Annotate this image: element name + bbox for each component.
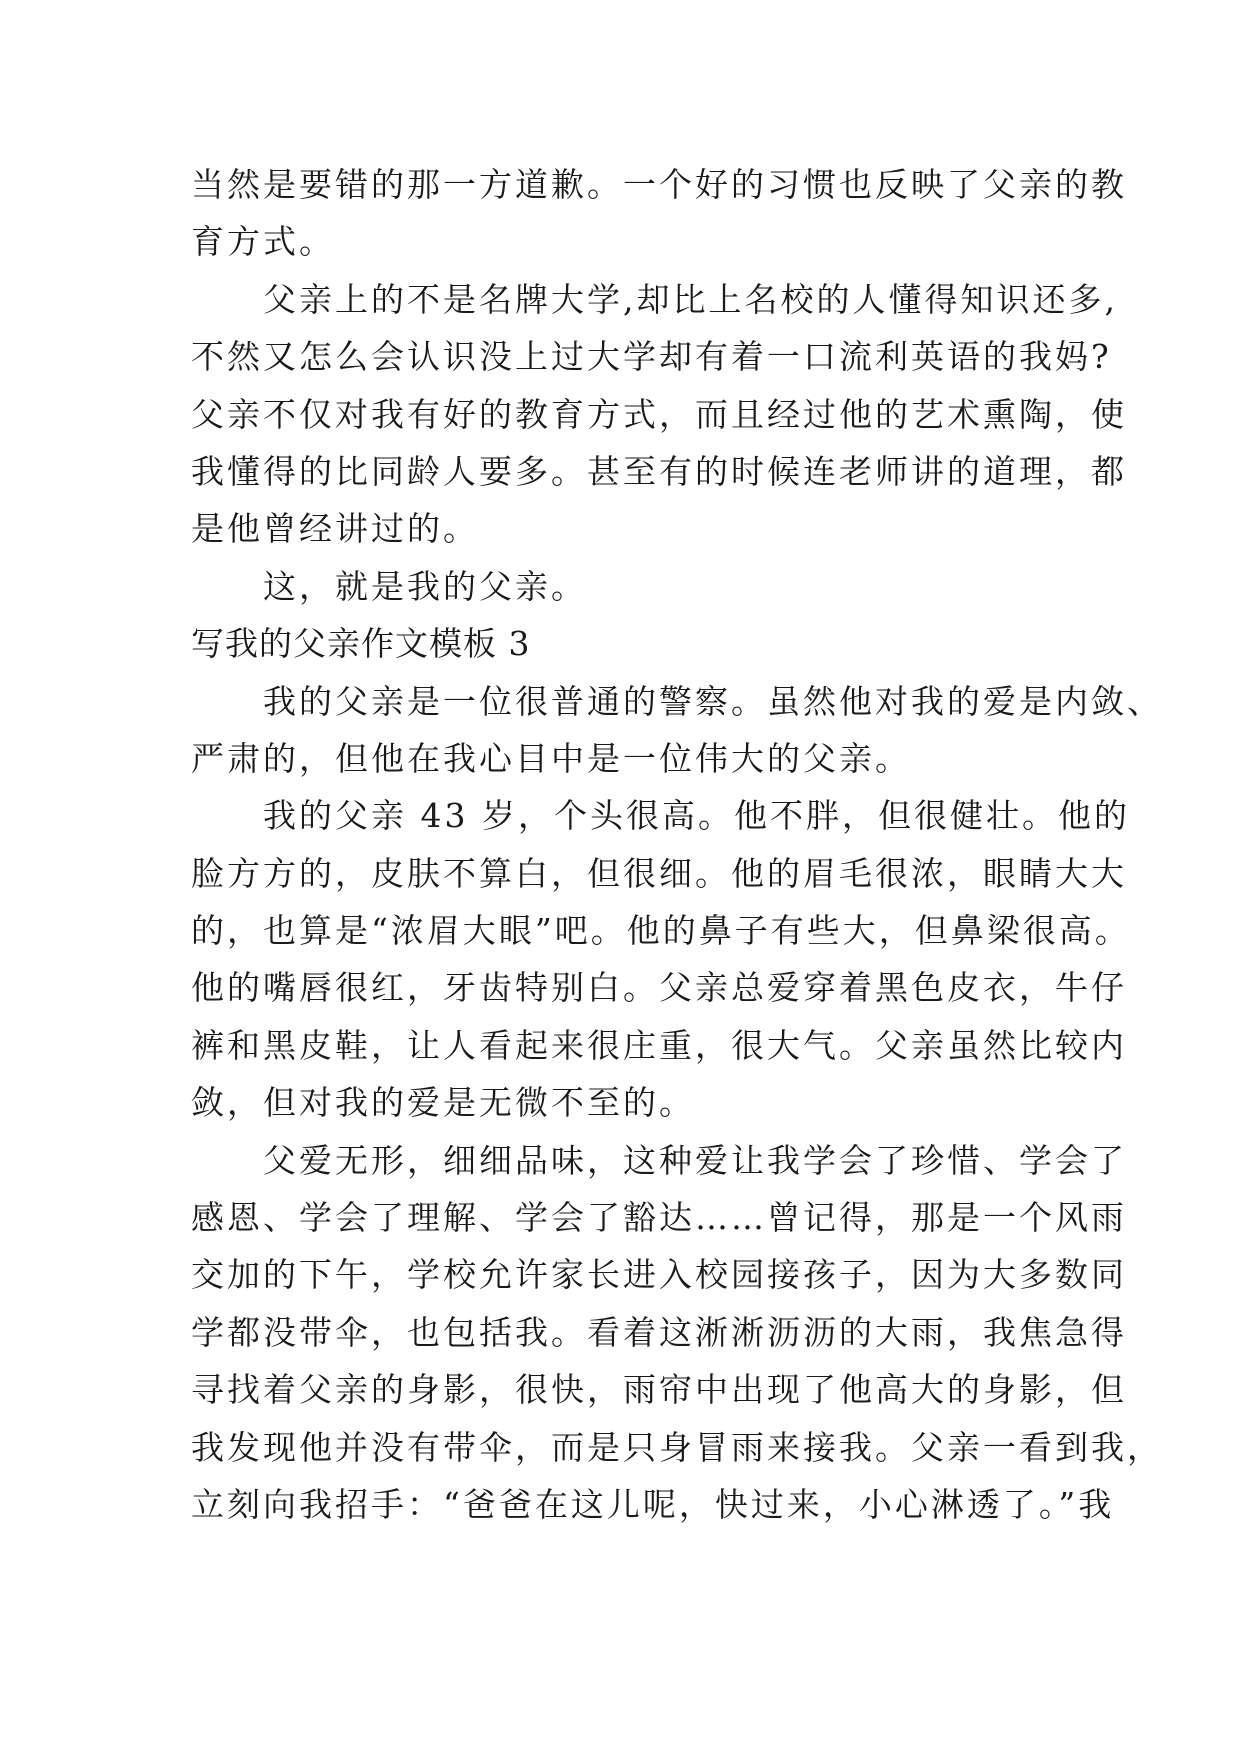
text-line: 父爱无形，细细品味，这种爱让我学会了珍惜、学会了 (263, 1140, 1127, 1180)
text-line: 父亲上的不是名牌大学,却比上名校的人懂得知识还多, (263, 279, 1118, 319)
text-line: 我发现他并没有带伞，而是只身冒雨来接我。父亲一看到我， (191, 1427, 1163, 1467)
text-line: 这，就是我的父亲。 (263, 566, 587, 606)
text-line: 当然是要错的那一方道歉。一个好的习惯也反映了父亲的教 (191, 165, 1127, 204)
section-heading: 写我的父亲作文模板 3 (191, 624, 531, 664)
text-line: 的，也算是“浓眉大眼”吧。他的鼻子有些大，但鼻梁很高。 (191, 911, 1131, 951)
text-line: 感恩、学会了理解、学会了豁达……曾记得，那是一个风雨 (191, 1198, 1127, 1238)
text-line: 父亲不仅对我有好的教育方式，而且经过他的艺术熏陶，使 (191, 394, 1127, 434)
text-line: 脸方方的，皮肤不算白，但很细。他的眉毛很浓，眼睛大大 (191, 853, 1127, 893)
text-line: 敛，但对我的爱是无微不至的。 (191, 1083, 695, 1123)
text-line: 育方式。 (191, 222, 335, 262)
text-line: 他的嘴唇很红，牙齿特别白。父亲总爱穿着黑色皮衣，牛仔 (191, 968, 1127, 1008)
text-line: 我的父亲是一位很普通的警察。虽然他对我的爱是内敛、 (263, 681, 1163, 721)
document-body (191, 156, 1163, 1533)
text-line: 学都没带伞，也包括我。看着这淅淅沥沥的大雨，我焦急得 (191, 1312, 1127, 1352)
text-line: 我的父亲 43 岁，个头很高。他不胖，但很健壮。他的 (263, 796, 1130, 836)
text-line: 严肃的，但他在我心目中是一位伟大的父亲。 (191, 738, 911, 778)
text-line: 寻找着父亲的身影，很快，雨帘中出现了他高大的身影，但 (191, 1370, 1127, 1410)
text-line: 我懂得的比同龄人要多。甚至有的时候连老师讲的道理，都 (191, 451, 1127, 491)
text-line: 是他曾经讲过的。 (191, 509, 479, 549)
text-line: 裤和黑皮鞋，让人看起来很庄重，很大气。父亲虽然比较内 (191, 1025, 1127, 1065)
text-line: 不然又怎么会认识没上过大学却有着一口流利英语的我妈? (191, 337, 1112, 377)
text-line: 立刻向我招手：“爸爸在这儿呢，快过来，小心淋透了。”我 (191, 1484, 1115, 1524)
text-line: 交加的下午，学校允许家长进入校园接孩子，因为大多数同 (191, 1255, 1127, 1295)
